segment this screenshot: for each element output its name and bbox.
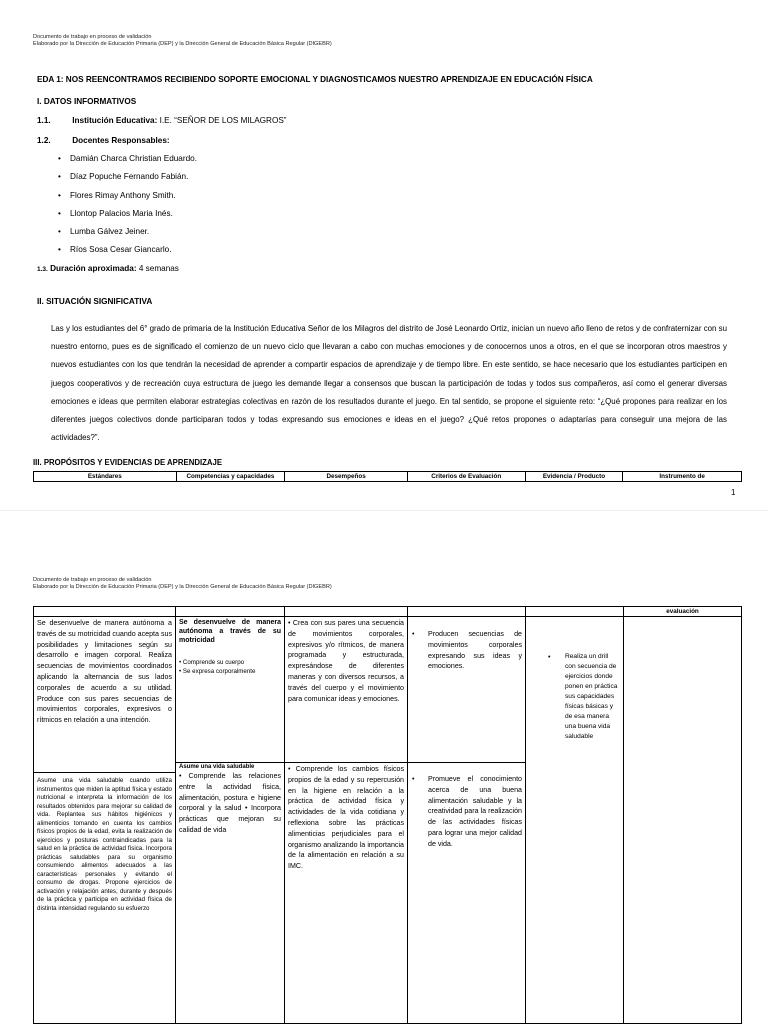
criteria-1 xyxy=(407,616,526,763)
document-title: EDA 1: NOS REENCONTRAMOS RECIBIENDO SOPORTE EMOCIONAL Y DIAGNOSTICAMOS NUESTRO APRENDIZAJE EN EDUCACIÓN FÍSICA xyxy=(37,75,593,84)
teacher-item: • Flores Rimay Anthony Smith. xyxy=(70,191,176,200)
page-1 xyxy=(0,0,768,510)
header-line-1: Documento de trabajo en proceso de validación xyxy=(33,577,152,583)
section-3-heading: III. PROPÓSITOS Y EVIDENCIAS DE APRENDIZAJE xyxy=(33,458,223,467)
performance-2: • Comprende los cambios físicos propios de la edad y su repercusión en la higiene en relación a la práctica de actividad física y actividades de la vida cotidiana y reflexiona sobre las prácticas alimenticias perjudiciales para el organismo analizando la importancia de la alimentación en relación a su IMC. xyxy=(284,762,408,1024)
standard-1: Se desenvuelve de manera autónoma a través de su motricidad cuando acepta sus posibilidades y limitaciones según su desarrollo e imagen corporal. Realiza secuencias de movimientos coordinados aplicando la alternancia de sus lados corporales de acuerdo a su utilidad. Produce con sus pares secuencias de movimientos corporales, expresivos o rítmicos en relación a una intención. xyxy=(33,616,176,773)
col-standards: Estándares xyxy=(34,472,177,481)
duration-row xyxy=(37,264,179,273)
page-2 xyxy=(0,510,768,1025)
inst-label: Institución Educativa: xyxy=(72,116,158,125)
capacity-item: • Se expresa corporalmente xyxy=(179,667,256,675)
purposes-table-header xyxy=(33,471,742,482)
duration-label: Duración aproximada: xyxy=(50,264,137,273)
teacher-item: • Ríos Sosa Cesar Giancarlo. xyxy=(70,245,171,254)
header-line-2: Elaborado por la Dirección de Educación Primaria (DEP) y la Dirección General de Educación Básica Regular (DIGEBR) xyxy=(33,41,332,47)
competency-1-title: Se desenvuelve de manera autónoma a través de su motricidad xyxy=(179,619,281,644)
evidence-product xyxy=(525,616,624,1024)
bullet-icon: • xyxy=(548,653,551,661)
col-instrument: Instrumento de xyxy=(659,473,705,480)
teacher-item: • Lumba Gálvez Jeiner. xyxy=(70,227,149,236)
significant-situation-text: Las y los estudiantes del 6° grado de primaria de la Institución Educativa Señor de los Milagros del distrito de José Leonardo Ortiz, inician un nuevo año lleno de retos y de confraternizar con su nuestro entorno, pues es de significado el comienzo de un nuevo ciclo que llevaran a cabo con muchas emociones y de conocernos unos a otros, en el que se incorporan otros maestros y nuevos estudiantes con los que tendrán la necesidad de aprender a compartir espacios de aprendizaje y de tiempo libre. En este sentido, se hace necesario que los estudiantes participen en juegos cooperativos y de recreación cuya estructura de juego les demande llegar a consensos que buscan la participación de todas y todos sus compañeros, así como el generar diversas emociones e ideas que permiten elaborar estrategias colectivas en razón de los resultados durante el juego. En tal sentido, se propone el siguiente reto: “¿Qué propones para realizar en los diferentes juegos colectivos donde participaran todos y todas expresando sus emociones e ideas en el juego? ¿Qué retos propones o adaptarías para conseguir una mejora de las actividades?”. xyxy=(51,324,727,443)
competency-2-title: Asume una vida saludable xyxy=(179,764,255,770)
col-competencies: Competencias y capacidades xyxy=(177,472,286,481)
criteria-1-text: Producen secuencias de movimientos corporales expresando sus ideas y emociones. xyxy=(428,630,522,671)
institution-row xyxy=(37,116,287,125)
bullet-icon: • xyxy=(412,775,415,783)
col-criteria: Criterios de Evaluación xyxy=(408,472,526,481)
teachers-number: 1.2. xyxy=(37,136,51,145)
capacity-item: • Comprende su cuerpo xyxy=(179,659,245,666)
evidence-text: Realiza un drill con secuencia de ejercicios donde ponen en práctica sus capacidades físicas básicas y de esa manera una buena vida saludable xyxy=(565,653,618,740)
standard-2: Asume una vida saludable cuando utiliza instrumentos que miden la aptitud física y estado nutricional e interpreta la información de los resultados obtenidos para mejorar su calidad de vida. Replantea sus hábitos higiénicos y alimenticios tomando en cuenta los cambios físicos propios de la edad, evita la realización de ejercicios y posturas contraindicadas para la salud en la práctica de actividad física. Incorpora prácticas saludables para su organismo consumiendo alimentos adecuados a las características personales y evitando el consumo de drogas. Propone ejercicios de activación y relajación antes, durante y después de la práctica y participa en actividad física de distinta intensidad regulando su esfuerzo xyxy=(33,772,176,1024)
instrument-cell xyxy=(623,616,742,1024)
criteria-2-text: Promueve el conocimiento acerca de una buena alimentación saludable y la creatividad para la realización de las actividades físicas para lograr una mejor calidad de vida. xyxy=(428,775,522,848)
teachers-label: Docentes Responsables: xyxy=(72,136,170,145)
competency-2-capacities: • Comprende las relaciones entre la actividad física, alimentación, postura e higiene corporal y la salud • Incorpora prácticas que mejoran su calidad de vida xyxy=(179,772,281,834)
teacher-item: • Díaz Popuche Fernando Fabián. xyxy=(70,172,188,181)
duration-value: 4 semanas xyxy=(136,264,179,273)
col-performances: Desempeños xyxy=(285,472,408,481)
teacher-item: • Damián Charca Christian Eduardo. xyxy=(70,154,197,163)
bullet-icon: • xyxy=(412,630,415,638)
page-number: 1 xyxy=(731,488,736,497)
teachers-row xyxy=(37,136,170,145)
section-2-heading: II. SITUACIÓN SIGNIFICATIVA xyxy=(37,297,153,306)
page-header xyxy=(33,34,332,48)
criteria-2 xyxy=(407,762,526,1024)
duration-number: 1.3. xyxy=(37,266,48,273)
performance-1: • Crea con sus pares una secuencia de movimientos corporales, expresivos y/o rítmicos, de manera programada y estructurada, expresándose de diferentes maneras y con diversos recursos, a través del cuerpo y el movimiento para comunicar ideas y emociones. xyxy=(284,616,408,763)
competency-1 xyxy=(175,616,285,763)
inst-number: 1.1. xyxy=(37,116,51,125)
col-evidence: Evidencia / Producto xyxy=(526,472,624,481)
competency-2 xyxy=(175,762,285,1024)
section-1-heading: I. DATOS INFORMATIVOS xyxy=(37,97,137,106)
inst-value: I.E. “SEÑOR DE LOS MILAGROS” xyxy=(157,116,287,125)
page-header xyxy=(33,577,332,591)
header-line-2: Elaborado por la Dirección de Educación Primaria (DEP) y la Dirección General de Educación Básica Regular (DIGEBR) xyxy=(33,584,332,590)
teacher-item: • Llontop Palacios Maria Inés. xyxy=(70,209,173,218)
col-instrument-continued: evaluación xyxy=(623,606,742,617)
purposes-table xyxy=(33,606,742,1024)
header-line-1: Documento de trabajo en proceso de validación xyxy=(33,34,152,40)
